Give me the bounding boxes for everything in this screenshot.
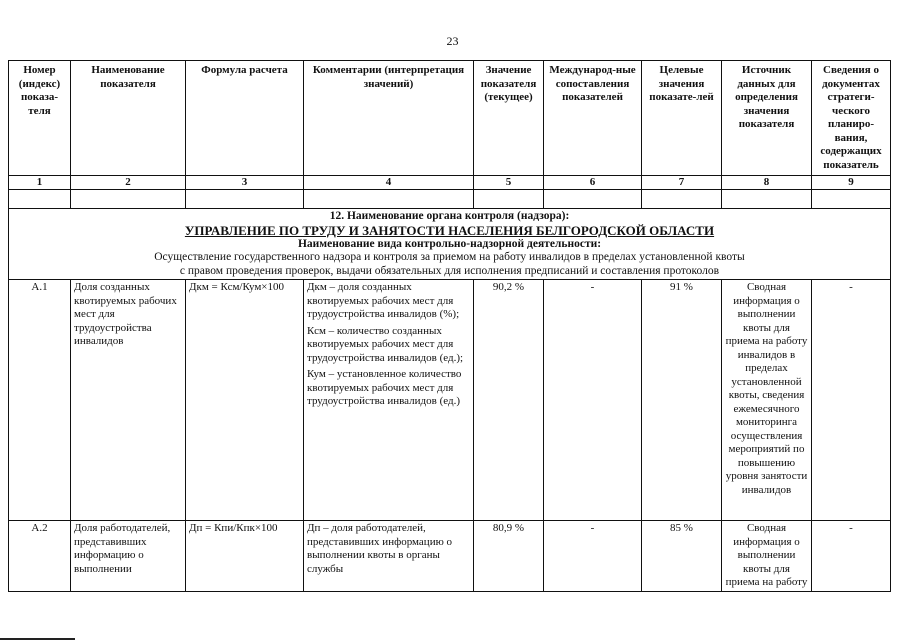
header-comments: Комментарии (интерпретация значений) [304, 61, 474, 176]
section-activity-line: с правом проведения проверок, выдачи обязательных для исполнения предписаний и составления протоколов [179, 264, 720, 277]
comment-text: Дкм – доля созданных квотируемых рабочих мест для трудоустройства инвалидов (%); [307, 281, 460, 320]
header-index: Номер (индекс) показа-теля [9, 61, 71, 176]
section-org-name: УПРАВЛЕНИЕ ПО ТРУДУ И ЗАНЯТОСТИ НАСЕЛЕНИЯ БЕЛГОРОДСКОЙ ОБЛАСТИ [184, 222, 715, 238]
row-documents: - [812, 521, 891, 592]
section-title: 12. Наименование органа контроля (надзора): [329, 210, 570, 222]
row-source: Сводная информация о выполнении квоты для приема на работу инвалидов в пределах установленной квоты, сведения ежемесячного мониторинга осуществления мероприятий по повышению уровня занятости инвалидов [722, 280, 812, 521]
comment-text: Ксм – количество созданных квотируемых рабочих мест для трудоустройства инвалидов (ед.); [307, 324, 464, 364]
column-number: 9 [812, 176, 891, 190]
column-number: 6 [544, 176, 642, 190]
header-target: Целевые значения показате-лей [642, 61, 722, 176]
row-international: - [544, 280, 642, 521]
column-number: 2 [71, 176, 186, 190]
column-number: 1 [9, 176, 71, 190]
row-international: - [544, 521, 642, 592]
column-number-row [9, 176, 891, 190]
header-documents: Сведения о документах стратеги-ческого планиро-вания, содержащих показатель [812, 61, 891, 176]
row-indicator-name: Доля работодателей, представивших информацию о выполнении [71, 521, 186, 592]
column-number: 7 [642, 176, 722, 190]
table-row [9, 280, 891, 521]
row-indicator-name: Доля созданных квотируемых рабочих мест для трудоустройства инвалидов [71, 280, 186, 521]
row-comments [304, 521, 474, 592]
row-current-value: 90,2 % [474, 280, 544, 521]
header-source: Источник данных для определения значения показателя [722, 61, 812, 176]
row-formula: Дп = Кпи/Кпк×100 [186, 521, 304, 592]
indicators-table [8, 60, 891, 592]
row-source: Сводная информация о выполнении квоты для приема на работу [722, 521, 812, 592]
row-target: 85 % [642, 521, 722, 592]
row-index: А.1 [9, 280, 71, 521]
section-activity-line: Осуществление государственного надзора и контроля за приемом на работу инвалидов в пределах установленной квоты [154, 251, 745, 263]
row-target: 91 % [642, 280, 722, 521]
comment-text: Кум – установленное количество квотируемых рабочих мест для трудоустройства инвалидов (ед.) [307, 368, 462, 407]
header-international: Международ-ные сопоставления показателей [544, 61, 642, 176]
row-comments [304, 280, 474, 521]
section-activity-label: Наименование вида контрольно-надзорной деятельности: [297, 237, 602, 250]
page-number: 23 [446, 34, 459, 48]
table-row [9, 521, 891, 592]
column-number: 5 [474, 176, 544, 190]
column-number: 4 [304, 176, 474, 190]
column-number: 3 [186, 176, 304, 190]
header-row [9, 61, 891, 176]
row-formula: Дкм = Ксм/Кум×100 [186, 280, 304, 521]
header-name: Наименование показателя [71, 61, 186, 176]
section-cell [9, 209, 891, 280]
section-row [9, 209, 891, 280]
row-index: А.2 [9, 521, 71, 592]
header-current-value: Значение показателя (текущее) [474, 61, 544, 176]
header-formula: Формула расчета [186, 61, 304, 176]
row-current-value: 80,9 % [474, 521, 544, 592]
spacer-row [9, 190, 891, 209]
row-documents: - [812, 280, 891, 521]
comment-text: Дп – доля работодателей, представивших информацию о выполнении квоты в органы службы [307, 522, 453, 575]
column-number: 8 [722, 176, 812, 190]
